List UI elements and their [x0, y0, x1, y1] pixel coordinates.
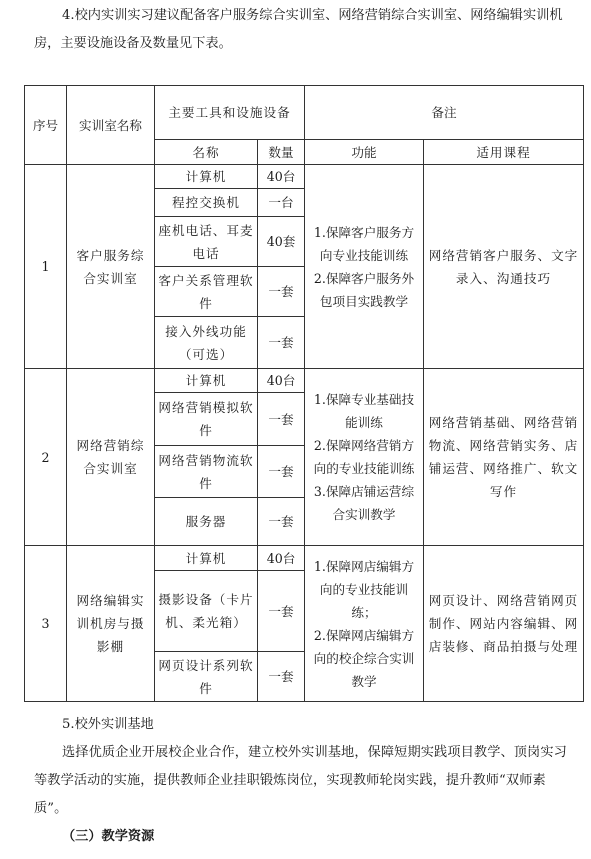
- equipment-qty: 一套: [258, 571, 305, 652]
- equipment-name: 客户关系管理软件: [155, 267, 258, 317]
- equipment-name: 接入外线功能（可选）: [155, 317, 258, 369]
- header-remark: 备注: [305, 86, 584, 140]
- equipment-qty: 一套: [258, 267, 305, 317]
- equipment-name: 服务器: [155, 498, 258, 546]
- equipment-name: 计算机: [155, 369, 258, 393]
- room-name: 客户服务综合实训室: [67, 165, 155, 369]
- equipment-qty: 一套: [258, 498, 305, 546]
- table-row: [25, 165, 584, 189]
- header-room-name: 实训室名称: [67, 86, 155, 165]
- room-no: 1: [25, 165, 67, 369]
- section-5-body: 选择优质企业开展校企业合作，建立校外实训基地，保障短期实践项目教学、顶岗实习等教学活动的实施，提供教师企业挂职锻炼岗位，实现教师轮岗实践，提升教师“双师素质”。: [34, 745, 567, 816]
- header-no: 序号: [25, 86, 67, 165]
- equipment-name: 座机电话、耳麦电话: [155, 217, 258, 267]
- subheader-name: 名称: [155, 140, 258, 165]
- equipment-name: 网页设计系列软件: [155, 652, 258, 702]
- section-5-heading: 5.校外实训基地: [62, 717, 154, 732]
- room-name: 网络营销综合实训室: [67, 369, 155, 546]
- intro-paragraph: 4.校内实训实习建议配备客户服务综合实训室、网络营销综合实训室、网络编辑实训机房，主要设施设备及数量见下表。: [34, 8, 563, 51]
- subheader-course: 适用课程: [424, 140, 584, 165]
- equipment-name: 摄影设备（卡片机、柔光箱）: [155, 571, 258, 652]
- equipment-qty: 40台: [258, 546, 305, 571]
- room-function: 1.保障专业基础技能训练 2.保障网络营销方向的专业技能训练 3.保障店铺运营综合实训教学: [305, 369, 424, 546]
- room-name: 网络编辑实训机房与摄影棚: [67, 546, 155, 702]
- equipment-qty: 一套: [258, 317, 305, 369]
- equipment-name: 网络营销物流软件: [155, 446, 258, 498]
- equipment-qty: 一台: [258, 189, 305, 217]
- room-no: 3: [25, 546, 67, 702]
- equipment-name: 计算机: [155, 546, 258, 571]
- equipment-name: 程控交换机: [155, 189, 258, 217]
- subheader-qty: 数量: [258, 140, 305, 165]
- equipment-qty: 40台: [258, 165, 305, 189]
- equipment-name: 计算机: [155, 165, 258, 189]
- room-courses: 网页设计、网络营销网页制作、网站内容编辑、网店装修、商品拍摄与处理: [424, 546, 584, 702]
- room-courses: 网络营销基础、网络营销物流、网络营销实务、店铺运营、网络推广、软文写作: [424, 369, 584, 546]
- room-courses: 网络营销客户服务、文字录入、沟通技巧: [424, 165, 584, 369]
- room-no: 2: [25, 369, 67, 546]
- header-equipment: 主要工具和设施设备: [155, 86, 305, 140]
- table-row: [25, 369, 584, 393]
- equipment-qty: 40套: [258, 217, 305, 267]
- facilities-table: [24, 85, 584, 702]
- equipment-qty: 一套: [258, 652, 305, 702]
- equipment-qty: 一套: [258, 446, 305, 498]
- equipment-qty: 一套: [258, 393, 305, 446]
- room-function: 1.保障客户服务方向专业技能训练 2.保障客户服务外包项目实践教学: [305, 165, 424, 369]
- subheader-function: 功能: [305, 140, 424, 165]
- section-3-heading: （三）教学资源: [62, 829, 155, 844]
- equipment-qty: 40台: [258, 369, 305, 393]
- equipment-name: 网络营销模拟软件: [155, 393, 258, 446]
- table-row: [25, 546, 584, 571]
- room-function: 1.保障网店编辑方向的专业技能训练； 2.保障网店编辑方向的校企综合实训教学: [305, 546, 424, 702]
